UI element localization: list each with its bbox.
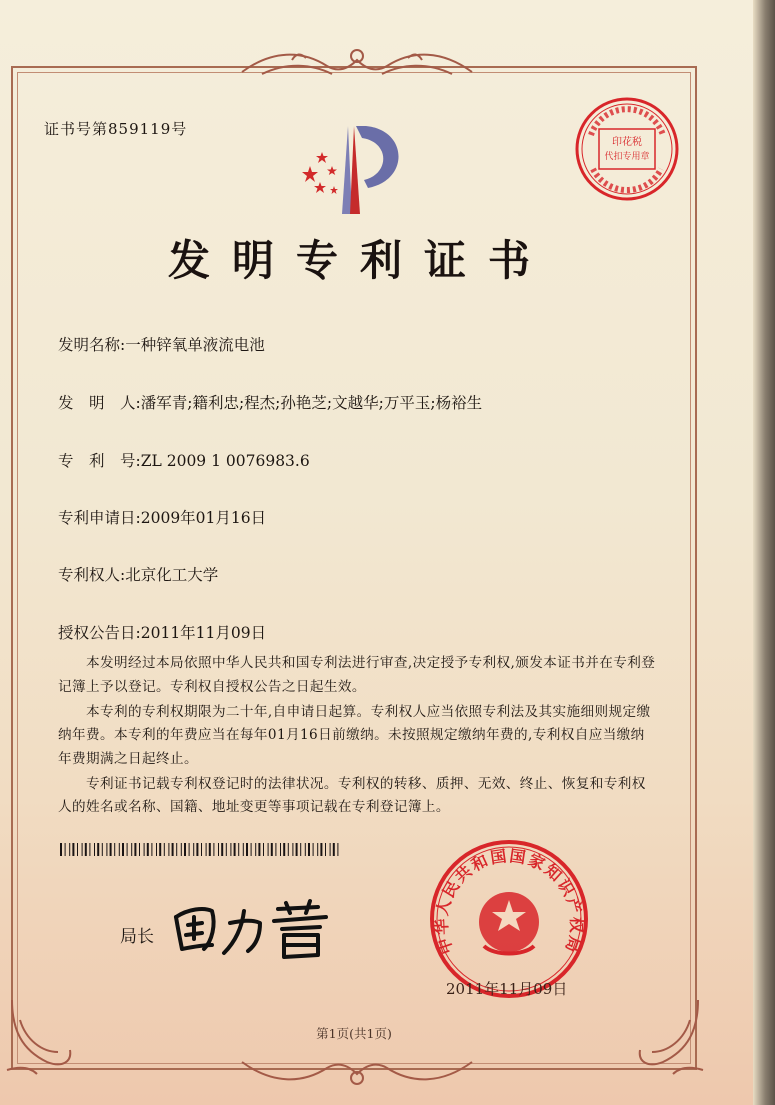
barcode-bar xyxy=(147,843,149,856)
barcode-bar xyxy=(213,843,214,856)
barcode-bar xyxy=(313,843,314,856)
barcode-bar xyxy=(283,843,285,856)
field-value: 北京化工大学 xyxy=(125,566,219,584)
body-paragraph: 专利证书记载专利权登记时的法律状况。专利权的转移、质押、无效、终止、恢复和专利权人的姓名或名称、国籍、地址变更等事项记载在专利登记簿上。 xyxy=(58,775,646,815)
barcode-bar xyxy=(134,843,136,856)
barcode-bar xyxy=(156,843,157,856)
bottom-ornament xyxy=(232,1052,482,1092)
barcode-bar xyxy=(110,843,112,856)
barcode-bar xyxy=(218,843,219,856)
barcode-bar xyxy=(201,843,202,856)
barcode-bar xyxy=(102,843,103,856)
field-value: 2011年11月09日 xyxy=(140,624,267,642)
barcode-bar xyxy=(325,843,326,856)
barcode-bar xyxy=(206,843,207,856)
body-paragraph: 本发明经过本局依照中华人民共和国专利法进行审查,决定授予专利权,颁发本证书并在专利登记簿上予以登记。专利权自授权公告之日起生效。 xyxy=(58,655,656,695)
field-value: 一种锌氧单液流电池 xyxy=(125,336,265,354)
barcode-bar xyxy=(268,843,269,856)
certificate-title: 发明专利证书 xyxy=(167,236,552,285)
field-invention-name xyxy=(58,333,265,355)
barcode-bar xyxy=(119,843,120,856)
page-number: 第1页(共1页) xyxy=(316,1026,392,1041)
svg-text:印花税: 印花税 xyxy=(612,137,642,148)
field-label: 专利申请日: xyxy=(58,509,141,527)
barcode-bar xyxy=(144,843,145,856)
patent-office-logo-icon xyxy=(290,122,420,218)
barcode-bar xyxy=(131,843,132,856)
barcode-bar xyxy=(288,843,289,856)
barcode-bar xyxy=(65,843,66,856)
field-label: 专利权人: xyxy=(58,566,126,584)
tax-stamp xyxy=(573,95,681,203)
barcode-bar xyxy=(127,843,128,856)
barcode-bar xyxy=(164,843,165,856)
field-patent-number xyxy=(58,449,310,471)
barcode-bar xyxy=(275,843,276,856)
barcode-bar xyxy=(263,843,264,856)
top-ornament xyxy=(232,42,482,82)
barcode-bar xyxy=(305,843,306,856)
director-signature xyxy=(168,895,338,965)
barcode-bar xyxy=(238,843,239,856)
field-label: 专 利 号: xyxy=(58,452,141,470)
barcode-bar xyxy=(94,843,95,856)
seal-date: 2011年11月09日 xyxy=(446,980,568,998)
svg-text:代扣专用章: 代扣专用章 xyxy=(604,152,650,162)
barcode-bar xyxy=(60,843,62,856)
barcode-bar xyxy=(308,843,310,856)
barcode-bar xyxy=(246,843,248,856)
barcode-bar xyxy=(159,843,161,856)
barcode-bar xyxy=(69,843,70,856)
field-patentee xyxy=(58,563,218,585)
barcode-bar xyxy=(168,843,169,856)
barcode-bar xyxy=(271,843,273,856)
field-label: 发 明 人: xyxy=(58,394,141,412)
barcode-bar xyxy=(255,843,256,856)
barcode-bar xyxy=(292,843,293,856)
barcode-bar xyxy=(176,843,177,856)
barcode-bar xyxy=(172,843,174,856)
field-label: 授权公告日: xyxy=(58,624,141,642)
barcode-bar xyxy=(184,843,186,856)
barcode-bar xyxy=(234,843,236,856)
barcode-bar xyxy=(151,843,152,856)
barcode-bar xyxy=(122,843,124,856)
barcode-bar xyxy=(243,843,244,856)
barcode-bar xyxy=(196,843,198,856)
field-value: 2009年01月16日 xyxy=(140,509,267,527)
barcode-bar xyxy=(72,843,74,856)
barcode-bar xyxy=(181,843,182,856)
barcode-bar xyxy=(139,843,140,856)
field-value: 潘军青;籍利忠;程杰;孙艳芝;文越华;万平玉;杨裕生 xyxy=(140,394,483,412)
barcode-bar xyxy=(320,843,322,856)
barcode-bar xyxy=(114,843,115,856)
field-filing-date xyxy=(58,506,266,528)
barcode-bar xyxy=(85,843,87,856)
barcode-bar xyxy=(193,843,194,856)
barcode-bar xyxy=(226,843,227,856)
patent-office-seal xyxy=(428,838,590,1000)
body-paragraph: 本专利的专利权期限为二十年,自申请日起算。专利权人应当依照专利法及其实施细则规定缴纳年费。本专利的年费应当在每年01月16日前缴纳。未按照规定缴纳年费的,专利权自应当缴纳年费期满之日起终止。 xyxy=(58,703,651,767)
barcode-bar xyxy=(251,843,252,856)
barcode-bar xyxy=(97,843,99,856)
barcode-bar xyxy=(330,843,331,856)
field-inventors xyxy=(58,391,482,413)
barcode-bar xyxy=(89,843,90,856)
field-label: 发明名称: xyxy=(58,336,126,354)
barcode-bar xyxy=(82,843,83,856)
barcode-bar xyxy=(77,843,78,856)
barcode-bar xyxy=(296,843,298,856)
barcode-bar xyxy=(337,843,338,856)
barcode-bar xyxy=(106,843,107,856)
barcode-bar xyxy=(189,843,190,856)
barcode-bar xyxy=(221,843,223,856)
barcode-bar xyxy=(300,843,301,856)
scan-edge xyxy=(753,0,775,1105)
field-grant-date xyxy=(58,621,266,643)
certificate-body xyxy=(58,652,658,821)
certificate-number: 证书号第859119号 xyxy=(44,120,188,138)
barcode-bar xyxy=(280,843,281,856)
barcode-bar xyxy=(317,843,318,856)
barcode-bar xyxy=(230,843,231,856)
barcode-bar xyxy=(209,843,211,856)
field-value: ZL 2009 1 0076983.6 xyxy=(140,452,310,470)
barcode xyxy=(60,843,340,856)
barcode-bar xyxy=(258,843,260,856)
seal-text: 中华人民共和国国家知识产权局 xyxy=(431,846,587,957)
barcode-bar xyxy=(333,843,335,856)
director-label: 局长 xyxy=(120,927,154,947)
